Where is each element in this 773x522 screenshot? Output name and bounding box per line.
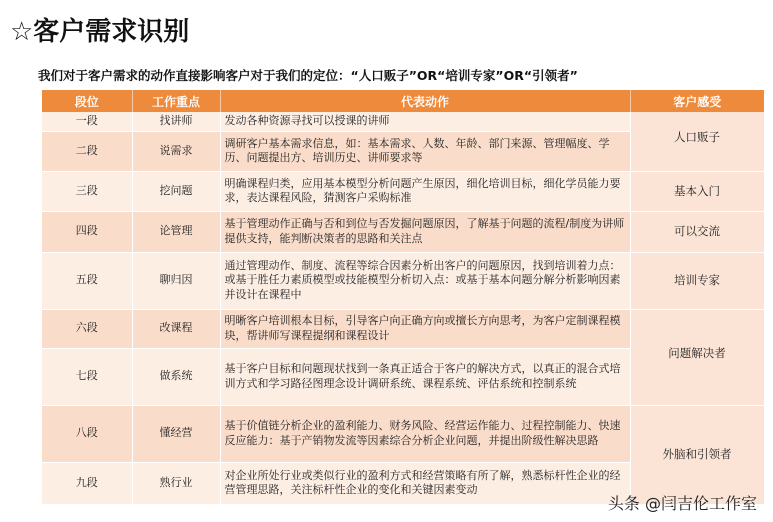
focus-cell: 说需求 [132,131,220,171]
level-cell: 一段 [42,112,132,131]
feeling-cell [630,405,764,504]
table-row [42,252,764,309]
focus-cell: 聊归因 [132,252,220,309]
action-cell: 通过管理动作、制度、流程等综合因素分析出客户的问题原因，找到培训着力点：或基于胜任力素质模型或技能模型分析切入点：或基于基本问题分解分析影响因素并设计在课程中 [220,252,630,309]
table-header-row [42,90,764,112]
level-cell: 三段 [42,171,132,211]
feeling-label: 人口贩子 [674,130,720,144]
focus-cell: 论管理 [132,211,220,252]
action-cell: 明晰客户培训根本目标，引导客户向正确方向或擅长方向思考，为客户定制课程模块，帮讲师写课程提纲和课程设计 [220,309,630,348]
level-cell: 九段 [42,462,132,504]
header-feeling: 客户感受 [630,90,764,112]
watermark: 头条 @闫吉伦工作室 [607,494,757,513]
action-cell: 明确课程归类，应用基本模型分析问题产生原因，细化培训目标，细化学员能力要求，表达课程风险，猜测客户采购标准 [220,171,630,211]
level-cell: 二段 [42,131,132,171]
table-row [42,309,764,348]
table-row [42,112,764,131]
action-cell: 基于客户目标和问题现状找到一条真正适合于客户的解决方式，以真正的混合式培训方式和学习路径图理念设计调研系统、课程系统、评估系统和控制系统 [220,348,630,405]
action-cell: 发动各种资源寻找可以授课的讲师 [220,112,630,131]
focus-cell: 熟行业 [132,462,220,504]
page-title: ☆客户需求识别 [10,17,190,47]
action-cell: 基于价值链分析企业的盈利能力、财务风险、经营运作能力、过程控制能力、快速反应能力：基于产销物发流等因素综合分析企业问题，并提出阶级性解决思路 [220,405,630,462]
feeling-cell [630,112,764,171]
page-subtitle: 我们对于客户需求的动作直接影响客户对于我们的定位：“人口贩子”OR“培训专家”OR“引领者” [38,68,578,83]
focus-cell: 懂经营 [132,405,220,462]
feeling-label: 外脑和引领者 [662,447,732,462]
focus-cell: 做系统 [132,348,220,405]
focus-cell: 找讲师 [132,112,220,131]
feeling-label: 问题解决者 [668,345,726,360]
table-row [42,171,764,211]
feeling-cell: 可以交流 [630,211,764,252]
action-cell: 对企业所处行业或类似行业的盈利方式和经营策略有所了解，熟悉标杆性企业的经营管理思路，关注标杆性企业的变化和关键因素变动 [220,462,630,504]
level-cell: 六段 [42,309,132,348]
feeling-cell [630,309,764,405]
action-cell: 基于管理动作正确与否和到位与否发掘问题原因，了解基于问题的流程/制度为讲师提供支持，能判断决策者的思路和关注点 [220,211,630,252]
header-action: 代表动作 [220,90,630,112]
table-row [42,405,764,462]
action-cell: 调研客户基本需求信息，如：基本需求、人数、年龄、部门来源、管理幅度、学历、问题提出方、培训历史、讲师要求等 [220,131,630,171]
table-row [42,211,764,252]
level-cell: 五段 [42,252,132,309]
focus-cell: 改课程 [132,309,220,348]
level-cell: 七段 [42,348,132,405]
focus-cell: 挖问题 [132,171,220,211]
feeling-cell: 培训专家 [630,252,764,309]
header-focus: 工作重点 [132,90,220,112]
level-cell: 四段 [42,211,132,252]
level-cell: 八段 [42,405,132,462]
customer-demand-table [42,90,765,505]
header-level: 段位 [42,90,132,112]
feeling-cell: 基本入门 [630,171,764,211]
